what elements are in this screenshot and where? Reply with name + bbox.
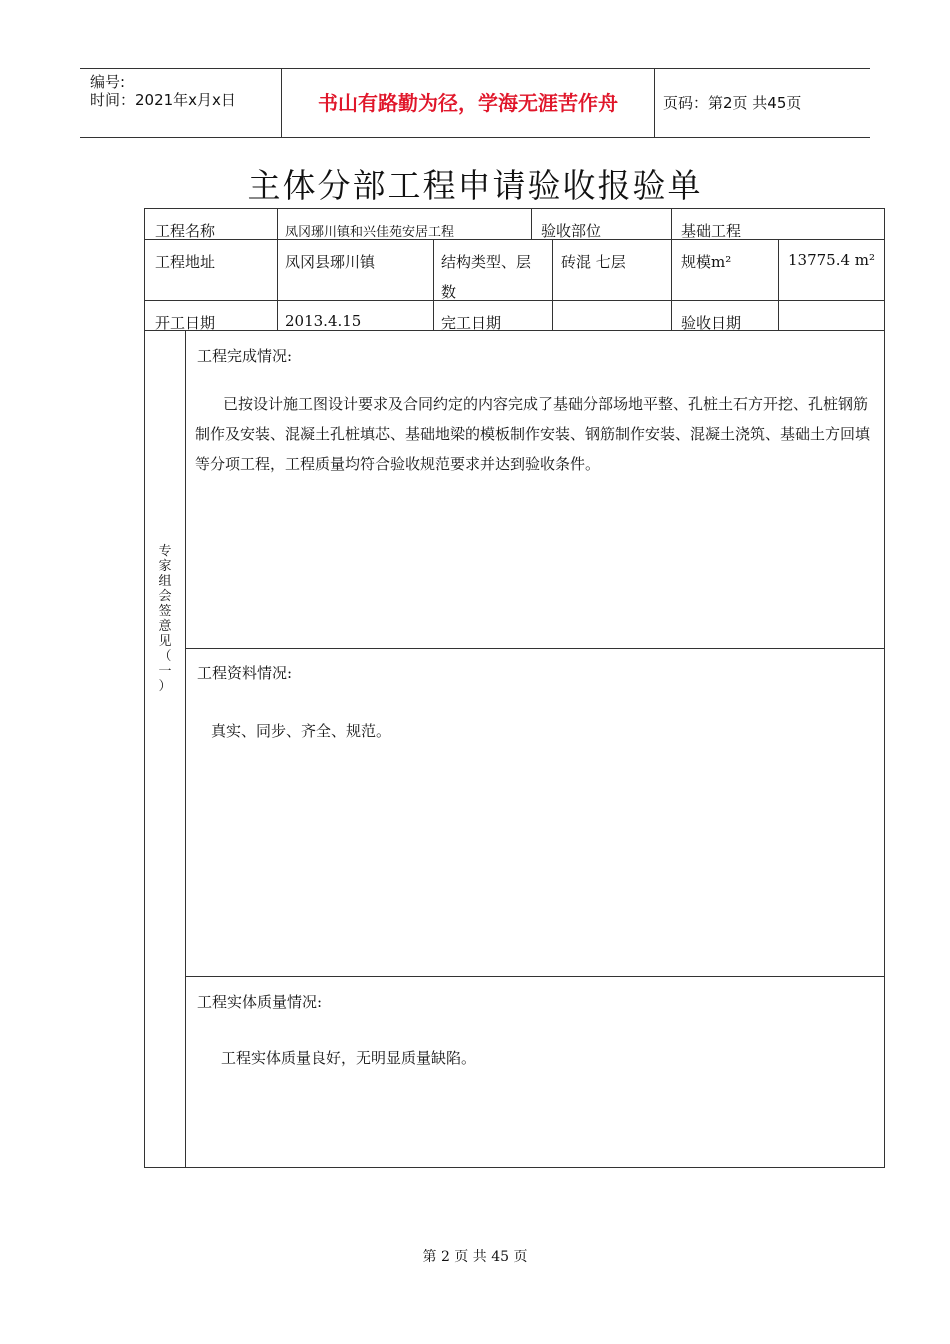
- side-char: 一: [158, 664, 172, 679]
- quality-heading: 工程实体质量情况:: [197, 993, 323, 1011]
- accept-part-value: 基础工程: [681, 222, 742, 240]
- document-title: 主体分部工程申请验收报验单: [247, 166, 703, 205]
- col-divider: [671, 239, 672, 330]
- motto-text: 书山有路勤为径，学海无涯苦作舟: [281, 69, 655, 137]
- completion-heading: 工程完成情况:: [197, 347, 293, 365]
- quality-body: 工程实体质量良好，无明显质量缺陷。: [221, 1049, 477, 1067]
- page-header: [80, 68, 870, 138]
- structure-value: 砖混 七层: [561, 253, 626, 271]
- documents-heading: 工程资料情况:: [197, 664, 293, 682]
- inspection-form-table: [144, 208, 885, 1168]
- completion-body: 已按设计施工图设计要求及合同约定的内容完成了基础分部场地平整、孔桩土石方开挖、孔桩钢筋制作及安装、混凝土孔桩填芯、基础地梁的模板制作安装、钢筋制作安装、混凝土浇筑、基础土方回填等分项工程，工程质量均符合验收规范要求并达到验收条件。: [195, 395, 871, 473]
- col-divider: [552, 239, 553, 330]
- documents-body: 真实、同步、齐全、规范。: [211, 722, 392, 740]
- accept-date-label: 验收日期: [681, 314, 742, 332]
- side-char: 意: [158, 619, 172, 634]
- finish-date-label: 完工日期: [441, 314, 502, 332]
- address-label: 工程地址: [155, 253, 216, 271]
- section-divider: [185, 976, 884, 977]
- start-date-label: 开工日期: [155, 314, 216, 332]
- header-meta: [80, 69, 281, 137]
- side-col-divider: [185, 330, 186, 1168]
- scale-label: 规模m²: [681, 253, 732, 271]
- structure-label-cont: 数: [441, 283, 457, 301]
- project-name-label: 工程名称: [155, 222, 216, 240]
- side-char: 见: [158, 634, 172, 649]
- col-divider: [277, 209, 278, 330]
- side-char: 专: [158, 544, 172, 559]
- section-divider: [185, 648, 884, 649]
- side-char: 家: [158, 559, 172, 574]
- col-divider: [778, 239, 779, 330]
- row-divider: [145, 330, 884, 331]
- col-divider: [433, 239, 434, 330]
- structure-label: 结构类型、层: [441, 253, 532, 271]
- scale-value: 13775.4 m²: [788, 251, 876, 269]
- side-char: 组: [158, 574, 172, 589]
- number-label: 编号:: [90, 73, 126, 91]
- time-label: 时间：2021年x月x日: [90, 91, 236, 109]
- col-divider: [531, 209, 532, 239]
- page-info: 页码：第2页 共45页: [663, 94, 802, 112]
- side-char: 签: [158, 604, 172, 619]
- row-divider: [145, 300, 884, 301]
- side-char: 会: [158, 589, 172, 604]
- row-divider: [145, 239, 884, 240]
- side-char: （: [158, 649, 172, 664]
- side-char: ）: [158, 679, 172, 694]
- page-footer: 第 2 页 共 45 页: [422, 1249, 528, 1265]
- expert-opinion-side-label: [155, 544, 175, 694]
- start-date-value: 2013.4.15: [285, 312, 362, 330]
- address-value: 凤冈县琊川镇: [285, 253, 376, 271]
- col-divider: [671, 209, 672, 239]
- project-name-value: 凤冈琊川镇和兴佳苑安居工程: [285, 225, 455, 240]
- accept-part-label: 验收部位: [541, 222, 602, 240]
